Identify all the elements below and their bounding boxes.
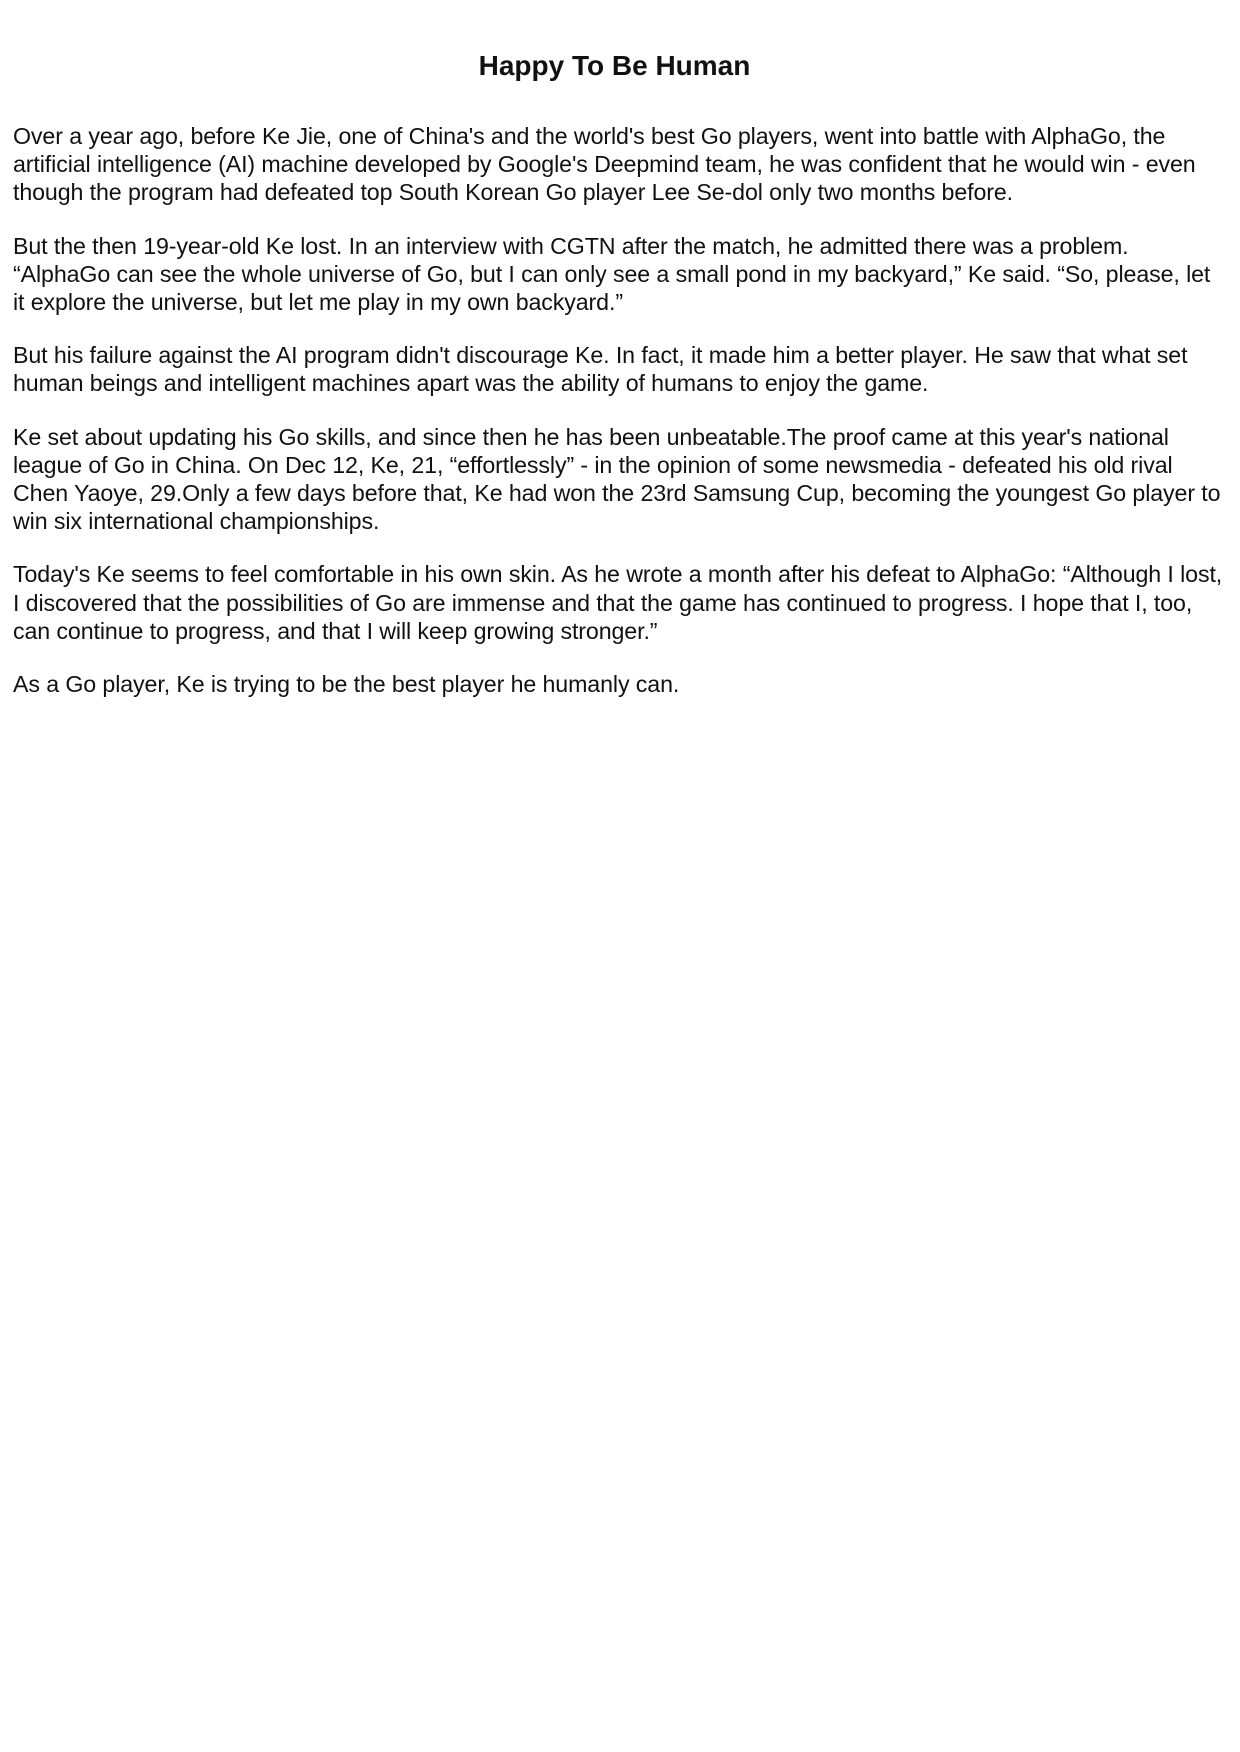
paragraph-6: As a Go player, Ke is trying to be the best player he humanly can. [13, 671, 680, 698]
paragraph-3: But his failure against the AI program didn't discourage Ke. In fact, it made him a better player. He saw that what set human beings and intelligent machines apart was the ability of humans to enjoy the game. [13, 342, 1188, 397]
paragraph-4: Ke set about updating his Go skills, and since then he has been unbeatable.The proof came at this year's national league of Go in China. On Dec 12, Ke, 21, “effortlessly” - in the opinion of some newsmedia - defeated his old rival Chen Yaoye, 29.Only a few days before that, Ke had won the 23rd Samsung Cup, becoming the youngest Go player to win six international championships. [13, 423, 1221, 535]
page-title: Happy To Be Human [478, 50, 751, 81]
paragraph-5: Today's Ke seems to feel comfortable in his own skin. As he wrote a month after his defeat to AlphaGo: “Although I lost, I discovered that the possibilities of Go are immense and that the game has continued to progress. I hope that I, too, can continue to progress, and that I will keep growing stronger.” [13, 561, 1223, 644]
paragraph-1: Over a year ago, before Ke Jie, one of China's and the world's best Go players, went into battle with AlphaGo, the artificial intelligence (AI) machine developed by Google's Deepmind team, he was confident that he would win - even though the program had defeated top South Korean Go player Lee Se-dol only two months before. [13, 123, 1196, 206]
article-body [13, 122, 1226, 698]
paragraph-2: But the then 19-year-old Ke lost. In an interview with CGTN after the match, he admitted there was a problem. “AlphaGo can see the whole universe of Go, but I can only see a small pond in my backyard,” Ke said. “So, please, let it explore the universe, but let me play in my own backyard.” [13, 232, 1211, 316]
